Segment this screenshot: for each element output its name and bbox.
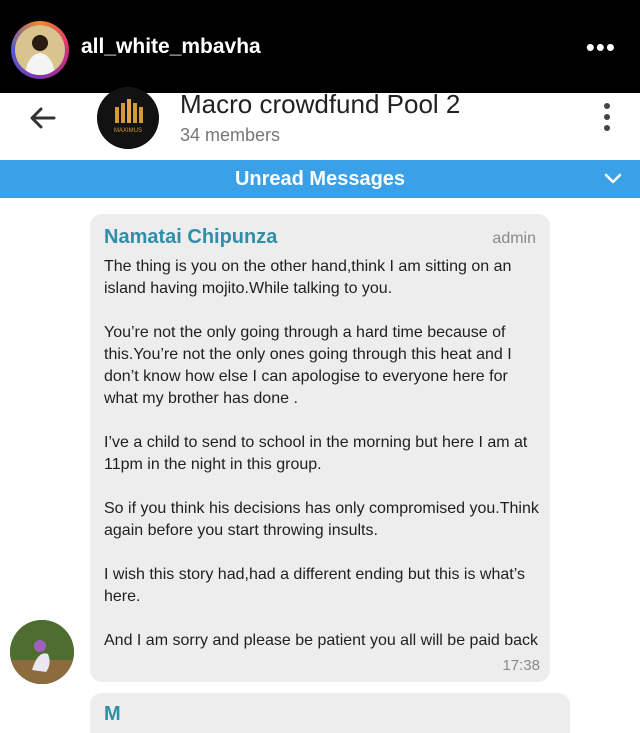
story-avatar-ring[interactable]	[11, 21, 69, 79]
message-paragraph: The thing is you on the other hand,think I am sitting on an island having mojito.While talking to you.	[104, 258, 512, 297]
message-paragraph: I’ve a child to send to school in the morning but here I am at 11pm in the night in this group.	[104, 434, 528, 473]
username[interactable]: all_white_mbavha	[81, 35, 261, 58]
sender-avatar[interactable]	[10, 620, 74, 684]
group-avatar[interactable]	[97, 87, 159, 149]
logo-text: MAXIMUS	[113, 128, 143, 134]
more-horizontal-icon[interactable]: •••	[585, 32, 616, 62]
message-paragraph: I wish this story had,had a different ending but this is what’s here.	[104, 566, 525, 605]
chat-header	[0, 89, 640, 160]
message-paragraph: You’re not the only going through a hard time because of this.You’re not the only ones going through this heat and I don’t know how else I can apologise to everyone here for what my brother has done .	[104, 324, 512, 407]
arrow-left-icon[interactable]	[28, 103, 58, 133]
message-bubble[interactable]	[90, 693, 570, 733]
role-badge: admin	[492, 230, 536, 247]
instagram-story-header	[0, 0, 640, 93]
unread-messages-bar[interactable]	[0, 160, 640, 198]
member-count: 34 members	[180, 125, 281, 145]
more-vertical-icon[interactable]	[602, 103, 612, 135]
chevron-down-icon[interactable]	[604, 172, 622, 184]
chat-area[interactable]	[0, 198, 640, 723]
sender-name[interactable]: M	[104, 703, 121, 725]
sender-name[interactable]: Namatai Chipunza	[104, 226, 278, 248]
message-bubble[interactable]	[90, 214, 550, 682]
unread-label: Unread Messages	[234, 168, 406, 190]
group-title[interactable]: Macro crowdfund Pool 2	[180, 89, 461, 119]
message-text	[104, 256, 540, 652]
message-paragraph: And I am sorry and please be patient you all will be paid back	[104, 632, 539, 649]
message-paragraph: So if you think his decisions has only compromised you.Think again before you start throwing insults.	[104, 500, 539, 539]
message-time: 17:38	[502, 657, 540, 674]
profile-avatar	[15, 25, 65, 75]
